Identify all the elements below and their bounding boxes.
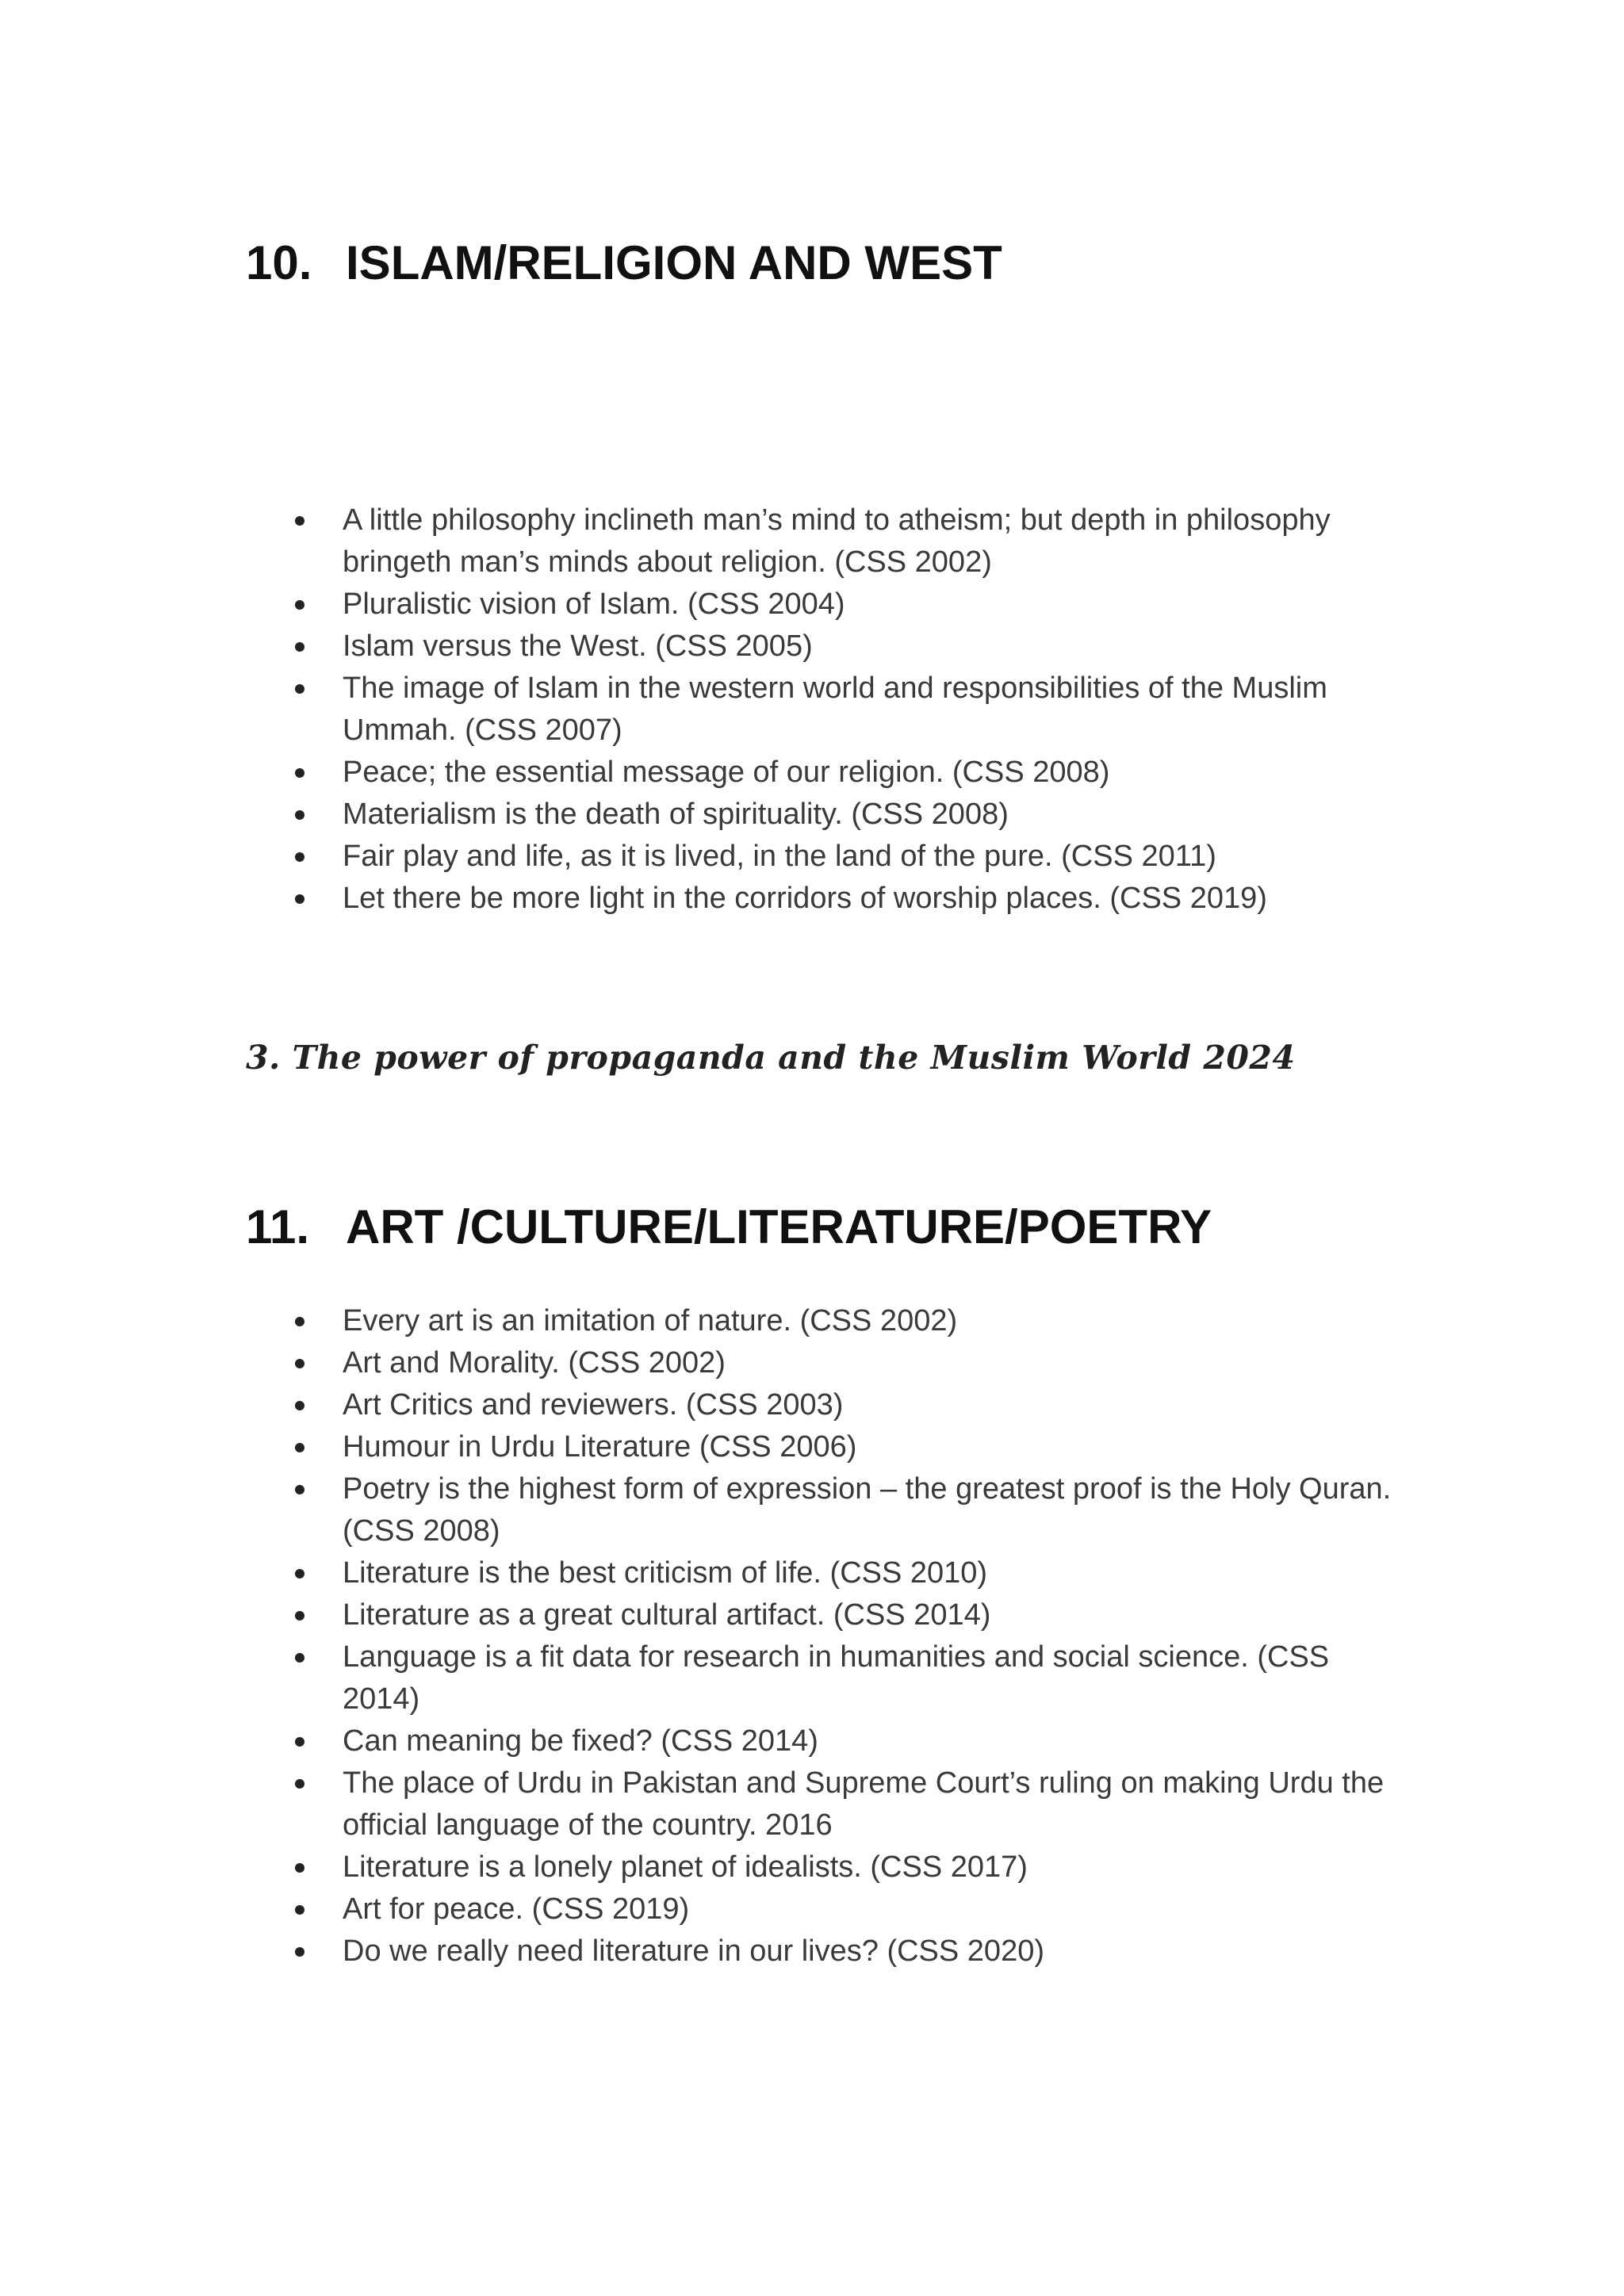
bullet-icon [295,1863,304,1873]
bullet-icon [295,516,304,526]
bullet-icon [295,1653,304,1663]
bullet-icon [295,810,304,820]
section-heading-art-culture-literature-poetry [246,1199,1212,1256]
bullet-icon [295,1569,304,1578]
section-title: ISLAM/RELIGION AND WEST [346,236,1002,289]
section-number: 10. [246,236,312,289]
list-item: A little philosophy inclineth man’s mind to atheism; but depth in philosophy bringeth man’s minds about religion. (CSS 2002) [343,499,1405,584]
list-item: Art and Morality. (CSS 2002) [343,1342,1405,1384]
list-item: Poetry is the highest form of expression – the greatest proof is the Holy Quran. (CSS 2008) [343,1468,1405,1552]
bullet-icon [295,1611,304,1621]
bullet-icon [295,1737,304,1747]
bullet-icon [295,768,304,778]
bullet-icon [295,684,304,694]
section-number: 11. [246,1200,310,1253]
section-heading-islam-religion-west [246,235,1002,292]
bullet-icon [295,1317,304,1326]
bullet-icon [295,642,304,652]
bullet-icon [295,1485,304,1494]
list-item: Pluralistic vision of Islam. (CSS 2004) [343,584,1405,626]
topic-list-art-culture-literature-poetry [343,1300,1405,1973]
list-item: Art Critics and reviewers. (CSS 2003) [343,1384,1405,1426]
list-item: Literature is the best criticism of life. (CSS 2010) [343,1552,1405,1594]
list-item: Every art is an imitation of nature. (CSS 2002) [343,1300,1405,1342]
topic-list-islam-religion-west [343,499,1405,920]
list-item: Literature as a great cultural artifact. (CSS 2014) [343,1594,1405,1636]
bullet-icon [295,852,304,862]
list-item: Art for peace. (CSS 2019) [343,1888,1405,1931]
bullet-icon [295,894,304,904]
list-item: Do we really need literature in our lives? (CSS 2020) [343,1931,1405,1973]
list-item: Peace; the essential message of our religion. (CSS 2008) [343,752,1405,794]
list-item: Literature is a lonely planet of idealists. (CSS 2017) [343,1846,1405,1888]
bullet-icon [295,1779,304,1789]
handwritten-note: 3. The power of propaganda and the Muslim World 2024 [246,1039,1296,1077]
list-item: The place of Urdu in Pakistan and Supreme Court’s ruling on making Urdu the official language of the country. 2016 [343,1762,1405,1846]
bullet-icon [295,600,304,610]
list-item: The image of Islam in the western world and responsibilities of the Muslim Ummah. (CSS 2007) [343,668,1405,752]
bullet-icon [295,1443,304,1452]
list-item: Language is a fit data for research in humanities and social science. (CSS 2014) [343,1636,1405,1720]
list-item: Islam versus the West. (CSS 2005) [343,626,1405,668]
list-item: Humour in Urdu Literature (CSS 2006) [343,1426,1405,1468]
section-title: ART /CULTURE/LITERATURE/POETRY [346,1200,1212,1253]
list-item: Can meaning be fixed? (CSS 2014) [343,1720,1405,1762]
list-item: Materialism is the death of spirituality. (CSS 2008) [343,794,1405,836]
bullet-icon [295,1947,304,1957]
bullet-icon [295,1401,304,1410]
list-item: Let there be more light in the corridors of worship places. (CSS 2019) [343,878,1405,920]
list-item: Fair play and life, as it is lived, in the land of the pure. (CSS 2011) [343,836,1405,878]
bullet-icon [295,1905,304,1915]
bullet-icon [295,1359,304,1368]
